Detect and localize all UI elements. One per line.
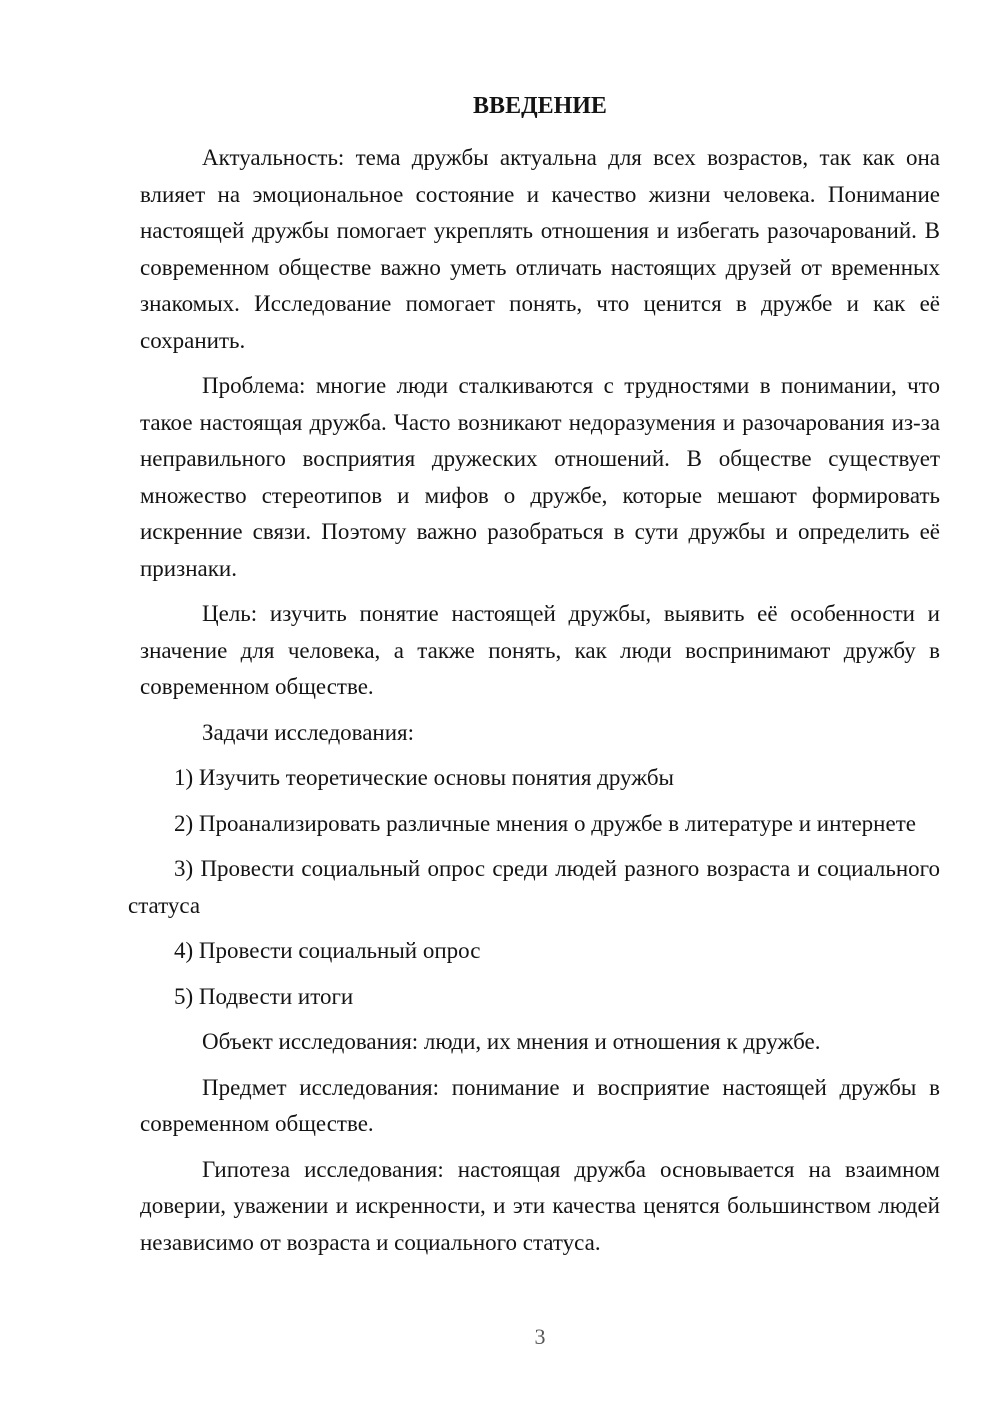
task-item-4: 4) Провести социальный опрос bbox=[174, 938, 481, 963]
paragraph-object: Объект исследования: люди, их мнения и отношения к дружбе. bbox=[202, 1029, 821, 1054]
paragraph-actuality: Актуальность: тема дружбы актуальна для всех возрастов, так как она влияет на эмоциональное состояние и качество жизни человека. Понимание настоящей дружбы помогает укреплять отношения и избегать разочарований. В современном обществе важно уметь отличать настоящих друзей от временных знакомых. Исследование помогает понять, что ценится в дружбе и как её сохранить. bbox=[140, 145, 940, 353]
tasks-heading: Задачи исследования: bbox=[202, 719, 415, 745]
task-item-1: 1) Изучить теоретические основы понятия дружбы bbox=[174, 765, 674, 790]
page-title: ВВЕДЕНИЕ bbox=[473, 93, 607, 119]
paragraph-problem: Проблема: многие люди сталкиваются с трудностями в понимании, что такое настоящая дружба. Часто возникают недоразумения и разочарования из-за неправильного восприятия дружеских отношений. В обществе существует множество стереотипов и мифов о дружбе, которые мешают формировать искренние связи. Поэтому важно разобраться в сути дружбы и определить её признаки. bbox=[140, 373, 940, 581]
paragraph-goal: Цель: изучить понятие настоящей дружбы, выявить её особенности и значение для человека, а также понять, как люди воспринимают дружбу в современном обществе. bbox=[140, 601, 940, 699]
task-item-5: 5) Подвести итоги bbox=[174, 983, 354, 1009]
page-number: 3 bbox=[534, 1324, 546, 1349]
paragraph-subject: Предмет исследования: понимание и восприятие настоящей дружбы в современном обществе. bbox=[140, 1074, 940, 1136]
task-item-2: 2) Проанализировать различные мнения о дружбе в литературе и интернете bbox=[174, 810, 916, 836]
task-item-3: 3) Провести социальный опрос среди людей разного возраста и социального статуса bbox=[128, 856, 940, 918]
paragraph-hypothesis: Гипотеза исследования: настоящая дружба основывается на взаимном доверии, уважении и искренности, и эти качества ценятся большинством людей независимо от возраста и социального статуса. bbox=[140, 1156, 940, 1255]
